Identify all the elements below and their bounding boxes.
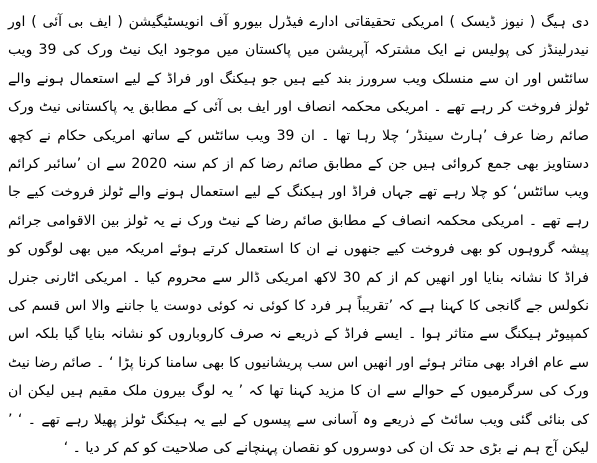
article-body: دی ہیگ ( نیوز ڈیسک ) امریکی تحقیقاتی ادارے فیڈرل بیورو آف انویسٹیگیشن ( ایف بی آئی ) اور نیدرلینڈز کی پولیس نے ایک مشترکہ آپریشن میں پاکستان میں موجود ایک نیٹ ورک کی 39 ویب سائٹس اور ان سے منسلک ویب سرورز بند کیے ہیں جو ہیکنگ اور فراڈ کے لیے استعمال ہونے والے ٹولز فروخت کر رہے تھے ۔ امریکی محکمہ انصاف اور ایف بی آئی کے مطابق یہ پاکستانی نیٹ ورک صائم رضا عرف ’ہارٹ سینڈر‘ چلا رہا تھا ۔ ان 39 ویب سائٹس کے ساتھ امریکی حکام نے کچھ دستاویز بھی جمع کروائی ہیں جن کے مطابق صائم رضا کم از کم سنہ 2020 سے ان ’سائبر کرائم ویب سائٹس‘ کو چلا رہے تھے جہاں فراڈ اور ہیکنگ کے لیے استعمال ہونے والے ٹولز فروخت کیے جا رہے تھے ۔ امریکی محکمہ انصاف کے مطابق صائم رضا کے نیٹ ورک نے یہ ٹولز بین الاقوامی جرائم پیشہ گروہوں کو بھی فروخت کیے جنھوں نے ان کا استعمال کرتے ہوئے امریکہ میں بھی لوگوں کو فراڈ کا نشانہ بنایا اور انھیں کم از کم 30 لاکھ امریکی ڈالر سے محروم کیا ۔ امریکی اٹارنی جنرل نکولس جے گانجی کا کہنا ہے کہ ’تقریباً ہر فرد کا کوئی نہ کوئی دوست یا جاننے والا اس قسم کی کمپیوٹر ہیکنگ سے متاثر ہوا ۔ ایسے فراڈ کے ذریعے نہ صرف کاروباروں کو نشانہ بنایا گیا بلکہ اس سے عام افراد بھی متاثر ہوئے اور انھیں اس سب پریشانیوں کا بھی سامنا کرنا پڑا ‘ ۔ صائم رضا نیٹ ورک کی سرگرمیوں کے حوالے سے ان کا مزید کہنا تھا کہ ’ یہ لوگ بیرون ملک مقیم ہیں لیکن ان کی بنائی گئی ویب سائٹ کے ذریعے وہ آسانی سے پیسوں کے لیے یہ ہیکنگ ٹولز پھیلا رہے تھے ۔ ‘ ’ لیکن آج ہم نے بڑی حد تک ان کی دوسروں کو نقصان پہنچانے کی صلاحیت کو کم کر دیا ۔ ‘: [8, 14, 589, 457]
